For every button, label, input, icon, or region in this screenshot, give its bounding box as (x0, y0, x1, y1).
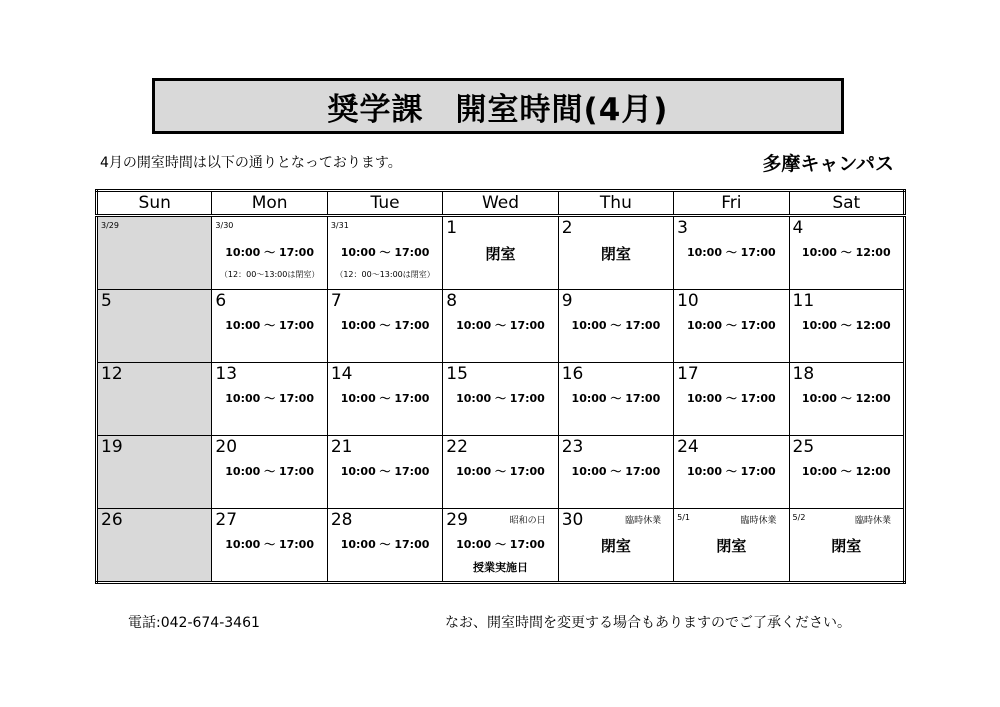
day-cell (674, 509, 789, 583)
phone-number: 電話:042-674-3461 (128, 615, 260, 631)
day-number: 3 (677, 218, 688, 238)
day-number: 28 (330, 510, 353, 530)
opening-hours: 10:00 ～ 17:00 (225, 538, 314, 551)
closed-label: 閉室 (600, 537, 631, 555)
day-number: 13 (215, 364, 238, 384)
class-day-label: 授業実施日 (472, 561, 528, 574)
opening-hours: 10:00 ～ 17:00 (456, 319, 545, 332)
lunch-break-note: （12：00～13:00は閉室） (219, 270, 320, 279)
weekday-header-row (97, 191, 905, 216)
day-cell (327, 216, 442, 290)
day-cell (789, 290, 904, 363)
day-cell (97, 290, 212, 363)
opening-hours: 10:00 ～ 17:00 (225, 465, 314, 478)
opening-hours: 10:00 ～ 17:00 (456, 465, 545, 478)
day-cell (212, 363, 327, 436)
day-number: 16 (561, 364, 584, 384)
day-cell (789, 363, 904, 436)
day-cell (558, 509, 673, 583)
day-number: 23 (561, 437, 584, 457)
page-title: 奨学課 開室時間(4月) (152, 78, 844, 134)
day-number: 5 (101, 291, 112, 311)
day-number: 27 (215, 510, 238, 530)
campus-name: 多摩キャンパス (762, 153, 894, 175)
closed-label: 閉室 (831, 537, 862, 555)
intro-text: 4月の開室時間は以下の通りとなっております。 (100, 155, 402, 171)
weekday-fri: Fri (674, 191, 789, 216)
day-number: 26 (101, 510, 123, 530)
day-cell (212, 436, 327, 509)
holiday-tag: 臨時休業 (625, 516, 662, 526)
day-cell (558, 290, 673, 363)
day-number: 9 (561, 291, 573, 311)
day-cell (558, 436, 673, 509)
day-number: 10 (677, 291, 699, 311)
opening-hours: 10:00 ～ 17:00 (456, 538, 545, 551)
closed-label: 閉室 (716, 537, 747, 555)
weekday-mon: Mon (212, 191, 327, 216)
day-cell (327, 363, 442, 436)
day-cell (674, 216, 789, 290)
day-cell (674, 436, 789, 509)
lunch-break-note: （12：00～13:00は閉室） (335, 270, 435, 279)
day-number: 24 (677, 437, 699, 457)
day-cell (674, 363, 789, 436)
week-row (97, 363, 905, 436)
day-number: 30 (561, 510, 584, 530)
day-cell (558, 216, 673, 290)
day-cell (558, 363, 673, 436)
day-number: 7 (330, 291, 342, 311)
day-number: 20 (215, 437, 238, 457)
day-number: 15 (446, 364, 468, 384)
weekday-sun: Sun (97, 191, 212, 216)
week-row (97, 290, 905, 363)
opening-hours: 10:00 ～ 17:00 (571, 392, 661, 405)
day-number: 25 (792, 437, 815, 457)
opening-hours: 10:00 ～ 17:00 (340, 538, 430, 551)
day-cell (97, 436, 212, 509)
opening-hours: 10:00 ～ 17:00 (225, 246, 314, 259)
day-number: 18 (792, 364, 815, 384)
day-number: 8 (446, 291, 458, 311)
day-number: 19 (101, 437, 123, 457)
day-number: 17 (677, 364, 699, 384)
day-number: 22 (446, 437, 468, 457)
calendar-table (95, 189, 906, 584)
day-number: 4 (792, 218, 804, 238)
day-cell (327, 509, 442, 583)
closed-label: 閉室 (600, 245, 631, 263)
change-notice: なお、開室時間を変更する場合もありますのでご了承ください。 (445, 615, 851, 631)
closed-label: 閉室 (485, 245, 516, 263)
day-number: 14 (330, 364, 353, 384)
opening-hours: 10:00 ～ 17:00 (340, 392, 430, 405)
day-cell (789, 216, 904, 290)
holiday-tag: 昭和の日 (509, 516, 546, 526)
opening-hours: 10:00 ～ 17:00 (340, 319, 430, 332)
weekday-tue: Tue (327, 191, 442, 216)
day-cell (443, 216, 558, 290)
opening-hours: 10:00 ～ 17:00 (340, 246, 430, 259)
weekday-sat: Sat (789, 191, 904, 216)
day-number: 3/30 (215, 221, 234, 230)
opening-hours: 10:00 ～ 17:00 (686, 465, 776, 478)
day-cell (212, 290, 327, 363)
opening-hours: 10:00 ～ 12:00 (801, 465, 891, 478)
day-number: 5/1 (677, 513, 690, 522)
day-cell (97, 363, 212, 436)
day-cell (443, 290, 558, 363)
day-cell (443, 436, 558, 509)
day-cell (443, 509, 558, 583)
day-number: 29 (446, 510, 468, 530)
opening-hours: 10:00 ～ 12:00 (801, 392, 891, 405)
day-cell (789, 436, 904, 509)
day-cell (789, 509, 904, 583)
opening-hours: 10:00 ～ 12:00 (801, 246, 891, 259)
day-number: 21 (330, 437, 353, 457)
opening-hours: 10:00 ～ 17:00 (456, 392, 545, 405)
day-number: 3/31 (330, 221, 349, 230)
opening-hours: 10:00 ～ 17:00 (571, 319, 661, 332)
day-number: 6 (215, 291, 227, 311)
day-cell (443, 363, 558, 436)
day-cell (327, 436, 442, 509)
day-number: 3/29 (101, 221, 119, 230)
week-row (97, 436, 905, 509)
week-row (97, 509, 905, 583)
day-number: 1 (446, 218, 458, 238)
opening-hours: 10:00 ～ 17:00 (686, 392, 776, 405)
day-cell (212, 216, 327, 290)
opening-hours: 10:00 ～ 17:00 (571, 465, 661, 478)
day-number: 11 (792, 291, 815, 311)
opening-hours: 10:00 ～ 17:00 (686, 319, 776, 332)
week-row (97, 216, 905, 290)
day-number: 12 (101, 364, 123, 384)
holiday-tag: 臨時休業 (854, 516, 891, 526)
day-cell (97, 509, 212, 583)
opening-hours: 10:00 ～ 17:00 (686, 246, 776, 259)
opening-hours: 10:00 ～ 17:00 (225, 319, 314, 332)
weekday-wed: Wed (443, 191, 558, 216)
opening-hours: 10:00 ～ 17:00 (340, 465, 430, 478)
weekday-thu: Thu (558, 191, 673, 216)
opening-hours: 10:00 ～ 12:00 (801, 319, 891, 332)
day-cell (97, 216, 212, 290)
holiday-tag: 臨時休業 (740, 516, 777, 526)
day-cell (327, 290, 442, 363)
day-number: 5/2 (792, 513, 806, 522)
day-cell (212, 509, 327, 583)
opening-hours: 10:00 ～ 17:00 (225, 392, 314, 405)
day-number: 2 (561, 218, 573, 238)
day-cell (674, 290, 789, 363)
